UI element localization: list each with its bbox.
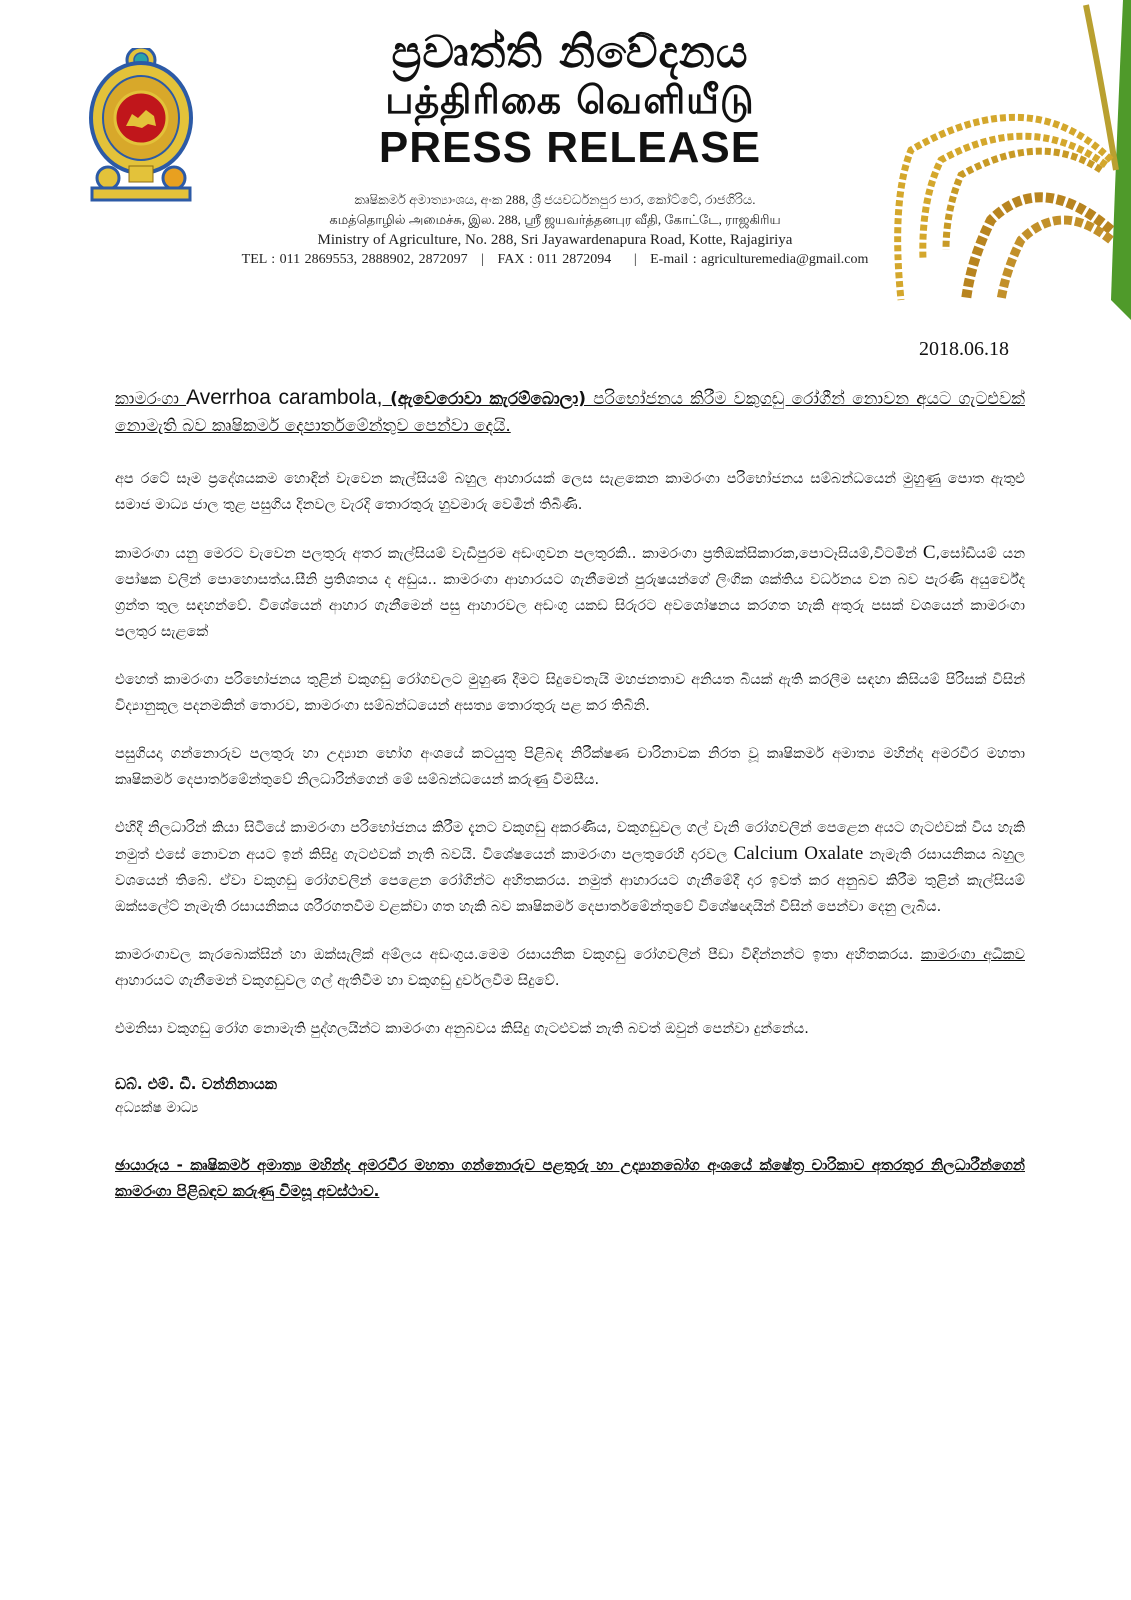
paragraph-3: එහෙත් කාමරංගා පරිභෝජනය තුළින් වකුගඩු රෝගවලට මුහුණ දීමට සිදුවෙතැයි මහජනතාව අනියත බියක් ඇති කරලීම සඳහා කිසියම් පිරිසක් විසින් විද්‍යානුකූල පදනමකින් තොරව, කාමරංගා සම්බන්ධයෙන් අසත්‍ය තොරතුරු පළ කර තිබිනි. xyxy=(115,672,1025,714)
title-sinhala: ප්‍රවෘත්ති නිවේදනය xyxy=(391,27,749,78)
calcium-oxalate: Calcium Oxalate xyxy=(733,843,864,864)
paragraph-6-text-b: ආහාරයට ගැනීමෙන් වකුගඩුවල ගල් ඇතිවීම හා වකුගඩු දුර්වලවීම සිදුවේ. xyxy=(115,973,560,989)
separator: | xyxy=(633,252,637,267)
signatory-name: ඩබ්. එම්. ඩී. වන්නිනායක xyxy=(115,1075,277,1093)
signatory-title: අධ්‍යක්ෂ මාධ්‍ය xyxy=(115,1100,199,1116)
address-sinhala: කෘෂිකර්ම අමාත්‍යාංශය, අංක 288, ශ්‍රී ජයවර්ධනපුර පාර, කෝට්ටේ, රාජගිරිය. xyxy=(354,192,756,207)
vitamin-c: C xyxy=(922,542,936,563)
paragraph-6-underlined: කාමරංගා අධිකව xyxy=(920,947,1025,963)
headline-latin-name: Averrhoa carambola, xyxy=(186,386,383,409)
headline-part1: කාමරංගා xyxy=(115,389,187,409)
paragraph-4: පසුගියදා ගන්නොරුව පලතුරු හා උද්‍යාන භෝග අංශයේ කටයුතු පිළිබඳ නිරීක්ෂණ චාරිනාවක නිරත වූ කෘෂිකර්ම අමාත්‍ය මහින්ද අමරවීර මහතා කෘෂිකර්ම දෙපාර්තමේන්තුවේ නිලධාරින්ගෙන් මේ සම්බන්ධයෙන් කරුණු විමසීය. xyxy=(115,746,1025,788)
headline-part2: (ඇවෙරොවා කැරම්බොලා) xyxy=(382,389,587,409)
release-date: 2018.06.18 xyxy=(919,338,1009,360)
title-english: PRESS RELEASE xyxy=(378,123,762,172)
paragraph-6-text-a: කාමරංගාවල කැරබොක්සින් හා ඔක්සැලික් අම්ලය අඩංගුය.මෙම රසායනික වකුගඩු රෝගවලින් පීඩා විඳින්නන්ට ඉතා අහිතකරය. xyxy=(115,947,921,963)
ministry-address xyxy=(230,190,880,270)
separator: | xyxy=(481,252,484,267)
paragraph-2-text-a: කාමරංගා යනු මෙරට වැවෙන පලතුරු අතර කැල්සියම් වැඩිපුරම අඩංගුවන පලතුරකි.. කාමරංගා ප්‍රතිඔක්සිකාරක,පොටෑසියම්,විටමින් xyxy=(115,546,923,562)
paragraph-5 xyxy=(115,815,1025,920)
telephone: TEL : 011 2869553, 2888902, 2872097 xyxy=(241,252,468,267)
photo-caption: ඡායාරූය - කෘෂිකර්ම අමාත්‍ය මහින්ද අමරවීර මහතා ගන්නොරුව පළතුරු හා උද්‍යානබෝග අංශයේ ක්ෂේත්‍ර චාරිකාව අතරතුර නිලධාරීන්ගෙන් කාමරංගා පිළිබඳව කරුණු විමසූ අවස්ථාව. xyxy=(115,1156,1025,1200)
rice-stalk-icon xyxy=(861,0,1131,320)
sri-lanka-emblem-icon xyxy=(86,48,196,208)
paragraph-5-text-a: එහිදී නිලධාරින් කියා සිටියේ කාමරංගා පරිභෝජනය කිරීම දැනට වකුගඩු අකරණිය, වකුගඩුවල ගල් වැනි රෝගවලින් පෙළෙන අයට ගැටළුවක් විය හැකි නමුත් එසේ නොවන අයට ඉන් කිසිදු ගැටළුවක් නැති බවයි. විශේෂයෙන් කාමරංගා පලතුරෙහි දාරවල xyxy=(115,820,1025,863)
fax: FAX : 011 2872094 xyxy=(497,252,612,267)
paragraph-2 xyxy=(115,540,1025,645)
headline xyxy=(115,384,1025,440)
paragraph-2-text-b: ,සෝඩියම් යන පෝෂක වලින් පොහොසත්ය.සීනි ප්‍රතිශතය ද අඩුය.. කාමරංගා ආහාරයට ගැනීමෙන් පුරුෂයන්ගේ ලිංගික ශක්තිය වර්ධනය වන බව පැරණි අයුර්වේද ග්‍රන්ත තුල සඳහන්වේ. විශේයෙන් ආහාර ගැනීමෙන් පසු ආහාරවල අඩංගු යකඩ සිරුරට අවශෝෂනය කරගත හැකි අතුරු පසක් වශයෙන් කාමරංගා පලතුර සැළකේ xyxy=(115,546,1025,640)
contact-line xyxy=(230,250,880,270)
address-tamil: கமத்தொழில் அமைச்சு, இல. 288, ஸ்ரீ ஜயவர்த்தனபுர வீதி, கோட்டே, ராஜகிரிய xyxy=(329,212,781,227)
address-english: Ministry of Agriculture, No. 288, Sri Jayawardenapura Road, Kotte, Rajagiriya xyxy=(317,232,793,248)
title-tamil: பத்திரிகை வெளியீடு xyxy=(385,78,755,122)
paragraph-7: එමනිසා වකුගඩු රෝග නොමැති පුද්ගලයින්ට කාමරංගා අනුබවය කිසිදු ගැටළුවක් නැති බවත් ඔවුන් පෙන්වා දුන්නේය. xyxy=(115,1021,809,1037)
masthead xyxy=(370,28,770,174)
document-body xyxy=(115,384,1025,1204)
paragraph-1: අප රටේ සෑම ප්‍රදේශයකම හොඳින් වැවෙන කැල්සියම් බහුල ආහාරයක් ලෙස සැළකෙන කාමරංගා පරිභෝජනය සම්බන්ධයෙන් මුහුණු පොත ඇතුළු සමාජ මාධ්‍ය ජාල තුළ පසුගිය දිනවල වැරදි තොරතුරු හුවමාරු වෙමින් තිබිණි. xyxy=(115,471,1025,513)
email: E-mail : agriculturemedia@gmail.com xyxy=(650,252,869,267)
paragraph-5-text-b: නැමැති රසායනිකය බහුල වශයෙන් තිබේ. ඒවා වකුගඩු රෝගවලින් පෙළෙන රෝගින්ට අහිතකරය. නමුත් ආහාරයට ගැනීමේදී දාර ඉවත් කර අනුබව කිරීම තුළින් කැල්සියම් ඔක්සලේට් නැමැති රසායනිකය ශරීරගතවීම වළක්වා ගත හැකි බව කෘෂිකර්ම දෙපාර්තමේන්තුවේ විශේෂඥයින් විසින් පෙන්වා දෙනු ලැබීය. xyxy=(115,847,1025,915)
paragraph-6 xyxy=(115,942,1025,994)
headline-part3: පරිභෝජනය කිරීම වකුගඩු රෝගීන් නොවන අයට ගැටළුවක් නොමැති බව කෘෂිකර්ම දෙපාර්තමේන්තුව පෙන්වා දෙයි. xyxy=(115,389,1025,436)
